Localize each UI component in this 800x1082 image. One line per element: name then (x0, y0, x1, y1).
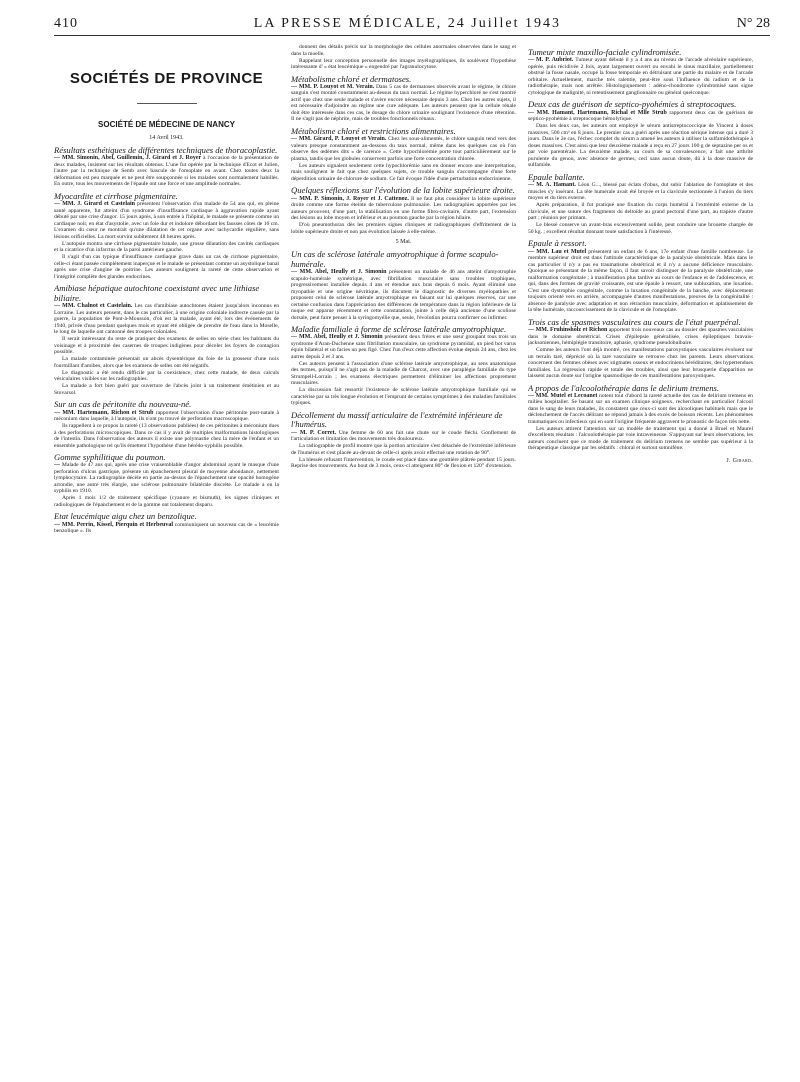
article-paragraph: Le diagnostic a été rendu difficile par la coexistence, chez cette malade, de deux calculs vésiculaires visibles sur les radiographies. (54, 369, 279, 383)
article-authors: — MM. P. Louyot et M. Verain. (291, 83, 375, 90)
article-paragraph: La malade contaminée présentait un abcès dysentérique du foie de la grosseur d'une noix fourmillant d'amibes, alors que les examens de selles ont été négatifs. (54, 356, 279, 369)
article (291, 186, 516, 235)
article-authors: — MM. Girard, P. Louyot et Verain. (291, 136, 387, 143)
article-title: Maladie familiale à forme de sclérose latérale amyotrophique. (291, 324, 507, 335)
article (54, 146, 279, 188)
article (291, 411, 516, 470)
article-authors: — MM. Chalnot et Castelain. (54, 303, 133, 310)
article-paragraph: Il s'agit d'un cas typique d'insuffisance cardiaque grave dans un cas de cirrhose pigmentaire, celle-ci étant passée complètement inaperçue et le malade se présentant comme un asystolique banal après une crise d'angine de poitrine. Les auteurs soulignent la rareté de cette observation et l'intégrité complète des glandes endocrines. (54, 254, 279, 280)
article-paragraph: Les auteurs signalent seulement cette hypochlorémie sans en donner encore une interprétation, mais soulignent le fait que chez quelques sujets, ce trouble sanguin s'accompagne d'une forte déperdition urinaire de chlorure de sodium. Ce fait évoque l'idée d'une perturbation endocrinienne. (291, 162, 516, 182)
article (54, 192, 279, 280)
article (528, 48, 753, 96)
article-title: Métabolisme chloré et dermatoses. (291, 73, 412, 84)
article-authors: — MM. Lau et Mutel (528, 248, 587, 255)
article-lead (291, 325, 516, 360)
article (291, 127, 516, 182)
article-title: Etat leucémique aigu chez un benzolique. (54, 511, 197, 522)
article-authors: — M. P. Aubriot. (528, 57, 574, 64)
article-paragraph: L'autopsie montra une cirrhose pigmentaire banale, une grosse dilatation des cavités cardiaques et la cicatrice d'un infarctus de la paroi antérieure gauche. (54, 240, 279, 254)
article-intro: présentent l'observation d'un malade de 54 ans qui, en pleine santé apparente, fut atteint d'un syndrome d'insuffisance cardiaque à aggravation rapide ayant débuté par une crise d'angor. 15 jours après, à son entrée à l'hôpital, le malade se présente comme un cardiaque noir, en état d'asystolie, avec un foie dur et indolore débordant les fausses côtes de 16 cm. L'examen du cœur ne montrait qu'une dilatation de cet organe avec tachycardie régulière, sans lésions orificielles. La mort survint subitement 48 heures après. (54, 201, 279, 240)
article-paragraph: Rappelant leur conception personnelle des images myélographiques, ils soulèvent l'hypothèse intéressante d' « état leucémique » engendré par l'agranulocytose. (291, 57, 516, 70)
article-intro: Une femme de 60 ans fait une chute sur le coude fléchi. Gonflement de l'articulation et limitation des mouvements très douloureux. (291, 429, 516, 443)
article-title: Epaule ballante. (528, 171, 585, 182)
column-2 (291, 44, 516, 538)
article-authors: — M. A. Hamant. (528, 182, 576, 189)
article-title: Amibiase hépatique autochtone coexistant avec une lithiase biliaire. (54, 283, 260, 303)
article-paragraph: La malade a fort bien guéri par ouverture de l'abcès joint à un traitement émétinien et au Stovarsol. (54, 383, 279, 396)
article-title: Résultats esthétiques de différentes techniques de thoracoplastie. (54, 145, 278, 155)
article-lead (291, 411, 516, 443)
article-intro: rapportent deux cas de guérison de septico-pyohémie à streptocoque hémolytique. (528, 109, 753, 123)
article-lead (528, 100, 753, 122)
article (54, 453, 279, 508)
article-title: Gomme syphilitique du poumon. (54, 452, 166, 463)
journal-title: LA PRESSE MÉDICALE, 24 Juillet 1943 (253, 16, 561, 31)
running-head (54, 16, 770, 36)
article-lead (528, 48, 753, 96)
article-paragraph: La blessée refusant l'intervention, le coude est placé dans une gouttière plâtrée pendant 15 jours. Reprise des mouvements. Au bout de 3 mois, ceux-ci atteignent 80° de flexion et 120° d'extension. (291, 456, 516, 470)
article-authors: — MM. Mutel et Lecoanet (528, 392, 598, 399)
author-signature: J. Girard. (726, 457, 753, 464)
article-authors: — (54, 462, 60, 469)
session-date: 5 Mai. (395, 239, 412, 246)
article-lead (291, 250, 516, 321)
article-intro: présentent un enfant de 6 ans, 17e enfant d'une famille nombreuse. Le membre supérieur droit est dans l'attitude caractéristique de la paralysie obstétricale. Mais dans le cas particulier il n'y a pas eu traumatisme obstétrical et il n'y a aucune déficience musculaire. Quoique se présentant de la même façon, il faut savoir distinguer de la paralysie obstétricale, une malformation congénitale ; à manifestation plus tardive au cours de l'enfance et de l'adolescence, et qui, dans des formes de gravité croissante, est une épaule à ressort, une subluxation, une luxation. C'est une dystrophie congénitale, comme la luxation congénitale de la hanche, avec déplacement toujours orienté vers en arrière, accompagnée d'autres manifestations, preuves de la congénitalité : absence de paralysie avec adaptation et non rétraction musculaire, déformation et aplatissement de la tête humérale, raccourcissement de la clavicule et de l'omoplate. (528, 248, 753, 314)
article-paragraph: Après préparation, il fut pratiqué une fixation du corps huméral à l'extrémité externe de la clavicule, et une suture des fragments du deltoïde au grand pectoral d'une part, au trapèze d'autre part ; réunion per primam. (528, 202, 753, 222)
article-authors: — MM. Perrin, Kissel, Pierquin et Herbeuval (54, 521, 174, 528)
article-lead (291, 186, 516, 221)
article-title: A propos de l'alcoolothérapie dans le delirium tremens. (528, 382, 720, 393)
article-paragraph: Les auteurs attirent l'attention sur un modèle de traitement qui a donné à Bruel et Maurel d'excellents résultats : l'alcoolothérapie par voie intraveineuse. S'appuyant sur leurs observations, les auteurs concluent que ce mode de traitement du delirium tremens ne semble pas supérieur à la thérapeutique classique par les sédatifs : chloral et surtout somnifène. (528, 425, 753, 452)
article-paragraph: Dans les deux cas, les auteurs ont employé le sérum antistreptococcique de Vincent à doses massives, 500 cm³ en 8 jours. Le premier cas a guéri après une réaction sérique intense qui a duré 3 jours. Dans le 2e cas, l'échec complet du sérum a amené les auteurs à utiliser la sulfamidothérapie à doses massives. C'est ainsi que leur deuxième malade a reçu en 27 jours 100 g de septazine per os et par voie parentérale. La deuxième malade, au cours de sa convalescence, a fait une arthrite purulente du genou, avec absence de germes, ceci sans aucun doute, dû à la dose massive de sulfamide. (528, 123, 753, 169)
article-authors: — MM. P. Simonin, J. Royer et J. Cattenoz. (291, 195, 409, 202)
article-intro: rapportent l'observation d'une péritonite post-natale à méconium dans laquelle, à l'autopsie, ils n'ont pu trouvé de perforation macroscopique. (54, 409, 279, 423)
article-authors: — MM. Hartemann, Richon et Strub (54, 409, 154, 416)
article-intro: présentent un malade de 46 ans atteint d'amyotrophie scapulo-humérale symétrique, avec fibrillation musculaire sans troubles trophiques, progressivement installée depuis 4 ans et étendue aux bras depuis 6 mois. Ayant éliminé une myopathie et une origine névritique, ils discutent le diagnostic de diverses myélopathies et proposent celui de sclérose latérale amyotrophique en faisant sur lui quelques réserves, car une certaine confusion dans l'appréciation des différences de température dans la région inférieure de la nuque est apparue récemment et cette constatation, jointe à celle déjà ancienne d'une scoliose dorsale, peut faire penser à la syringomyélie que, seule, l'évolution pourra confirmer ou infirmer. (291, 269, 516, 321)
article (291, 44, 516, 71)
article-paragraph: Il serait intéressant du reste de pratiquer des examens de selles en série chez les habitants du voisinage et à proximité des casernes de troupes indigènes pour déceler les foyers de contagion possible. (54, 336, 279, 356)
article-lead (528, 239, 753, 313)
article (528, 318, 753, 380)
article-intro: Malade de 47 ans qui, après une crise vraisemblable d'angor abdominal ayant le masque d'une perforation d'ulcus gastrique, présente un épanchement pleural de moyenne abondance, nettement lymphocytaire. La radiographie décèle en partie au-dessus de l'épanchement une opacité homogène arrondie, une autre très élargie, une sclérose pulmonaire bilatérale discrète. Le malade a eu la syphilis en 1910. (54, 462, 279, 495)
issue-number: N° 28 (736, 16, 770, 31)
article-authors: — MM. Simonin, Abel, Guillemin, J. Girard et J. Royer (54, 155, 202, 162)
page-number: 410 (54, 16, 78, 31)
article-lead (54, 512, 279, 534)
article-lead (528, 318, 753, 347)
article (54, 400, 279, 449)
article-authors: — MM. Abel, Heully et J. Simonin (291, 334, 383, 341)
article-intro: présentent deux frères et une sœur groupant tous trois un syndrome d'Aran-Duchenne sans fibrillation musculaire, un syndrome pyramidal, un pied bot varus équin bilatéral et un facies un peu figé. Chez l'un d'eux cette affection évolue depuis 24 ans, chez les autres depuis 2 et 3 ans. (291, 334, 516, 360)
article-paragraph: Comme les auteurs l'ont déjà montré, ces manifestations paroxystiques vasculaires évoluent sur un terrain taré, déprécié où la tare vasculaire se retrouve chez les parents. Leurs observations concernent des femmes obèses avec stigmates osseux et endocriniens héréditaires, des hypertendues familiales. La régression rapide et totale des troubles, ainsi que leur brusquerie d'apparition ne laissent aucun doute sur l'origine spasmodique de ces manifestations paroxystiques. (528, 347, 753, 380)
article-lead (54, 400, 279, 422)
article (528, 173, 753, 235)
article (291, 250, 516, 321)
article-title: Sur un cas de péritonite du nouveau-né. (54, 399, 192, 410)
column-1 (54, 44, 279, 538)
article-columns (54, 44, 770, 538)
article-lead (291, 127, 516, 162)
article-paragraph: Après 1 mois 1/2 de traitement spécifique (cyanure et bismuth), les signes cliniques et radiologiques de l'épanchement et de la gomme ont totalement disparu. (54, 495, 279, 508)
article-lead (54, 146, 279, 188)
article-intro: à l'occasion de la présentation de deux malades, insistent sur les résultats obtenus. L'une fut opérée par la technique d'Ecot et Julien, l'autre par la technique de Semb avec bascule de l'omoplate en avant. Chez toutes deux la déformation est peu marquée et ne peut être soupçonnée si les malades sont normalement habillés. En outre, tous les mouvements de l'épaule ont une force et une amplitude normales. (54, 155, 279, 188)
article-lead (291, 75, 516, 123)
article-paragraph: Ils rappellent à ce propos la rareté (13 observations publiées) de ces péritonites à méconium dues à des perforations microscopiques. Dans ce cas il y avait de multiples malformations histologiques de l'intestin. Dans l'observation des auteurs il existe une polymastie chez la mère de l'enfant et un ensemble pathologique tel qu'ils émettent l'hypothèse d'une hérédo-syphilis possible. (54, 423, 279, 449)
article-authors: — MM. J. Girard et Castelain (54, 201, 135, 208)
article-paragraph: La discussion fait ressortir l'existence de sclérose latérale amyotrophique familiale qui se caractérise par sa très longue évolution et l'emprunt de certains symptômes à des maladies familiales typiques. (291, 387, 516, 407)
article-paragraph: donnent des détails précis sur la morphologie des cellules anormales observées dans le sang et dans la moelle. (291, 44, 516, 57)
article-title: Tumeur mixte maxillo-faciale cylindromisée. (528, 47, 682, 57)
article-paragraph: La radiographie de profil montre que la portion articulaire s'est détachée de l'extrémité inférieure de l'humérus et s'est placée au-devant de celle-ci après avoir effectué une rotation de 90°. (291, 443, 516, 456)
article-title: Quelques réflexions sur l'évolution de la lobite supérieure droite. (291, 185, 515, 196)
article-title: Décollement du massif articulaire de l'extrémité inférieure de l'humérus. (291, 409, 503, 430)
article-paragraph: Le blessé conserve un avant-bras excessivement solide, peut conduire une brouette chargée de 50 kg. ; excellent résultat donnant toute satisfaction à l'intéressé. (528, 222, 753, 235)
article (54, 512, 279, 534)
article-intro: Léon G..., blessé par éclats d'obus, dut subir l'ablation de l'omoplate et des muscles s'y insérant. La tête humérale avait été broyée et la clavicule sectionnée à l'union du tiers moyen et du tiers externe. (528, 182, 753, 202)
article-intro: Chez les sous-alimentés, le chlore sanguin tend vers des valeurs presque constamment au-dessous du taux normal, même dans les quelques cas où l'on observe des œdèmes dits « de carence ». Cette hypochlorémie porte tout particulièrement sur le plasma, tandis que les globules conservent parfois une forte concentration chlorée. (291, 136, 516, 162)
article-lead (54, 453, 279, 495)
column-3 (528, 44, 753, 538)
article-intro: Les cas d'amibiase autochtones étaient jusqu'alors inconnus en Lorraine. Les auteurs pensent, dans le cas particulier, à une origine coloniale indirecte causée par la guerre, la population de Pont-à-Mousson, d'où est la malade, ayant été, lors des événements de 1940, privée d'eau pendant quelques mois et ayant été obligée de prendre de l'eau dans la Moselle, le long de laquelle ont cantonné des troupes coloniales. (54, 303, 279, 336)
article-intro: Dans 5 cas de dermatoses observés avant le régime, le chlore sanguin s'est montré constamment au-dessus du taux normal. Le régime hyperchloré ne s'est montré actif que chez une seule malade et s'avère encore nécessaire depuis 3 ans. Chez les autres sujets, il est nécessaire d'adjoindre au régime une cure adéquate. Les auteurs pensent que la cellule rénale doit être intéressée dans ces cas, le dosage du chlore urinaire soulignant l'existence d'une rétention. Il ne s'agit pas de néphrite, mais de troubles fonctionnels rénaux. (291, 83, 516, 123)
article (291, 75, 516, 123)
article-authors: — MM. Hamant, Hartemann, Richal et Mlle Strub (528, 109, 667, 116)
article-title: Epaule à ressort. (528, 238, 587, 249)
article-lead (54, 192, 279, 240)
article (291, 325, 516, 407)
section-title: SOCIÉTÉS DE PROVINCE (69, 70, 264, 87)
article-authors: — MM. Abel, Heully et J. Simonin (291, 269, 387, 276)
article-authors: — M. P. Corret. (291, 429, 337, 436)
article-title: Deux cas de guérison de septico-pyohémies à streptocoques. (528, 99, 737, 110)
article-title: Métabolisme chloré et restrictions alimentaires. (291, 125, 456, 136)
article-intro: apportent trois nouveaux cas au dossier des spasmes vasculaires dans le domaine obstétrical. Crises d'épilepsie généralisée, crises épileptiques bravais-jacksoniennes, hémiplégie transitoire, aphasie, syndrome pseudobulbaire. (528, 327, 753, 347)
article (528, 384, 753, 452)
article-intro: Il ne faut plus considérer la lobite supérieure droite comme une forme éteinte de tuberculose pulmonaire. Les radiographies apportées par les auteurs prouvent, d'une part, la stabilisation en une forme fibro-cavitaire, d'autre part, l'extension des lésions au lobe moyen et inférieur et au poumon gauche par la région hilaire. (291, 195, 516, 222)
article-title: Trois cas de spasmes vasculaires au cours de l'état puerpéral. (528, 316, 741, 327)
article (54, 284, 279, 396)
article (528, 239, 753, 313)
article-lead (528, 173, 753, 202)
article (528, 100, 753, 168)
article-title: Un cas de sclérose latérale amyotrophique à forme scapulo-humérale. (291, 249, 499, 269)
session-date: 14 Avril 1943. (149, 135, 184, 141)
article-intro: communiquent un nouveau cas de « leucémie benzolique ». Ils (54, 521, 279, 535)
article-paragraph: D'où pneumothorax dès les premiers signes cliniques et radiographiques d'effritement de la lobite supérieure droite et non pas évolution laissée à elle-même. (291, 222, 516, 235)
article-lead (54, 284, 279, 335)
article-title: Myocardite et cirrhose pigmentaire. (54, 190, 178, 201)
article-lead (528, 384, 753, 426)
section-divider (137, 103, 197, 104)
society-name: SOCIÉTÉ DE MÉDECINE DE NANCY (98, 120, 235, 129)
article-intro: Tumeur ayant débuté il y a 4 ans au niveau de l'arcade alvéolaire supérieure, opérée, puis récidivée 2 fois, ayant largement ouvert ou envahi le sinus maxillaire, partiellement obstrué la fosse nasale, occupé la fosse temporale en détruisant une partie du malaire et de l'arcade orbitaire. Actuellement, marche très ralentie, peut-être sous l'influence du radium et de la radiothérapie, mais non arrêtée. Histologiquement : adéno-chondrome cylindromisé sans signe cytologique de malignité, ni retentissement ganglionnaire ou général quelconque. (528, 57, 753, 96)
article-paragraph: Ces auteurs pensent à l'association d'une sclérose latérale amyotrophique, au sens anatomique des termes, puisqu'il ne s'agit pas de la maladie de Charcot, avec une paraplégie familiale du type Strumpell-Lorrain ; les examens électriques permettent d'éliminer les affections proprement musculaires. (291, 360, 516, 387)
article-intro: notent tout d'abord la rareté actuelle des cas de delirium tremens en milieu hospitalier. Se basant sur un examen clinique soigneux, recherchant en particulier l'alcool dans le sang de leurs malades, ils constatent que ceux-ci sont des alcooliques habituels mais que le déclenchement de l'accès délirant ne répond jamais à des excès de boisson récents. Les phénomènes traumatiques ou infectieux qui en sont l'origine fréquente aggravent le pronostic de façon très nette. (528, 392, 753, 425)
article-authors: — MM. Fruhinsholz et Richon (528, 327, 608, 334)
